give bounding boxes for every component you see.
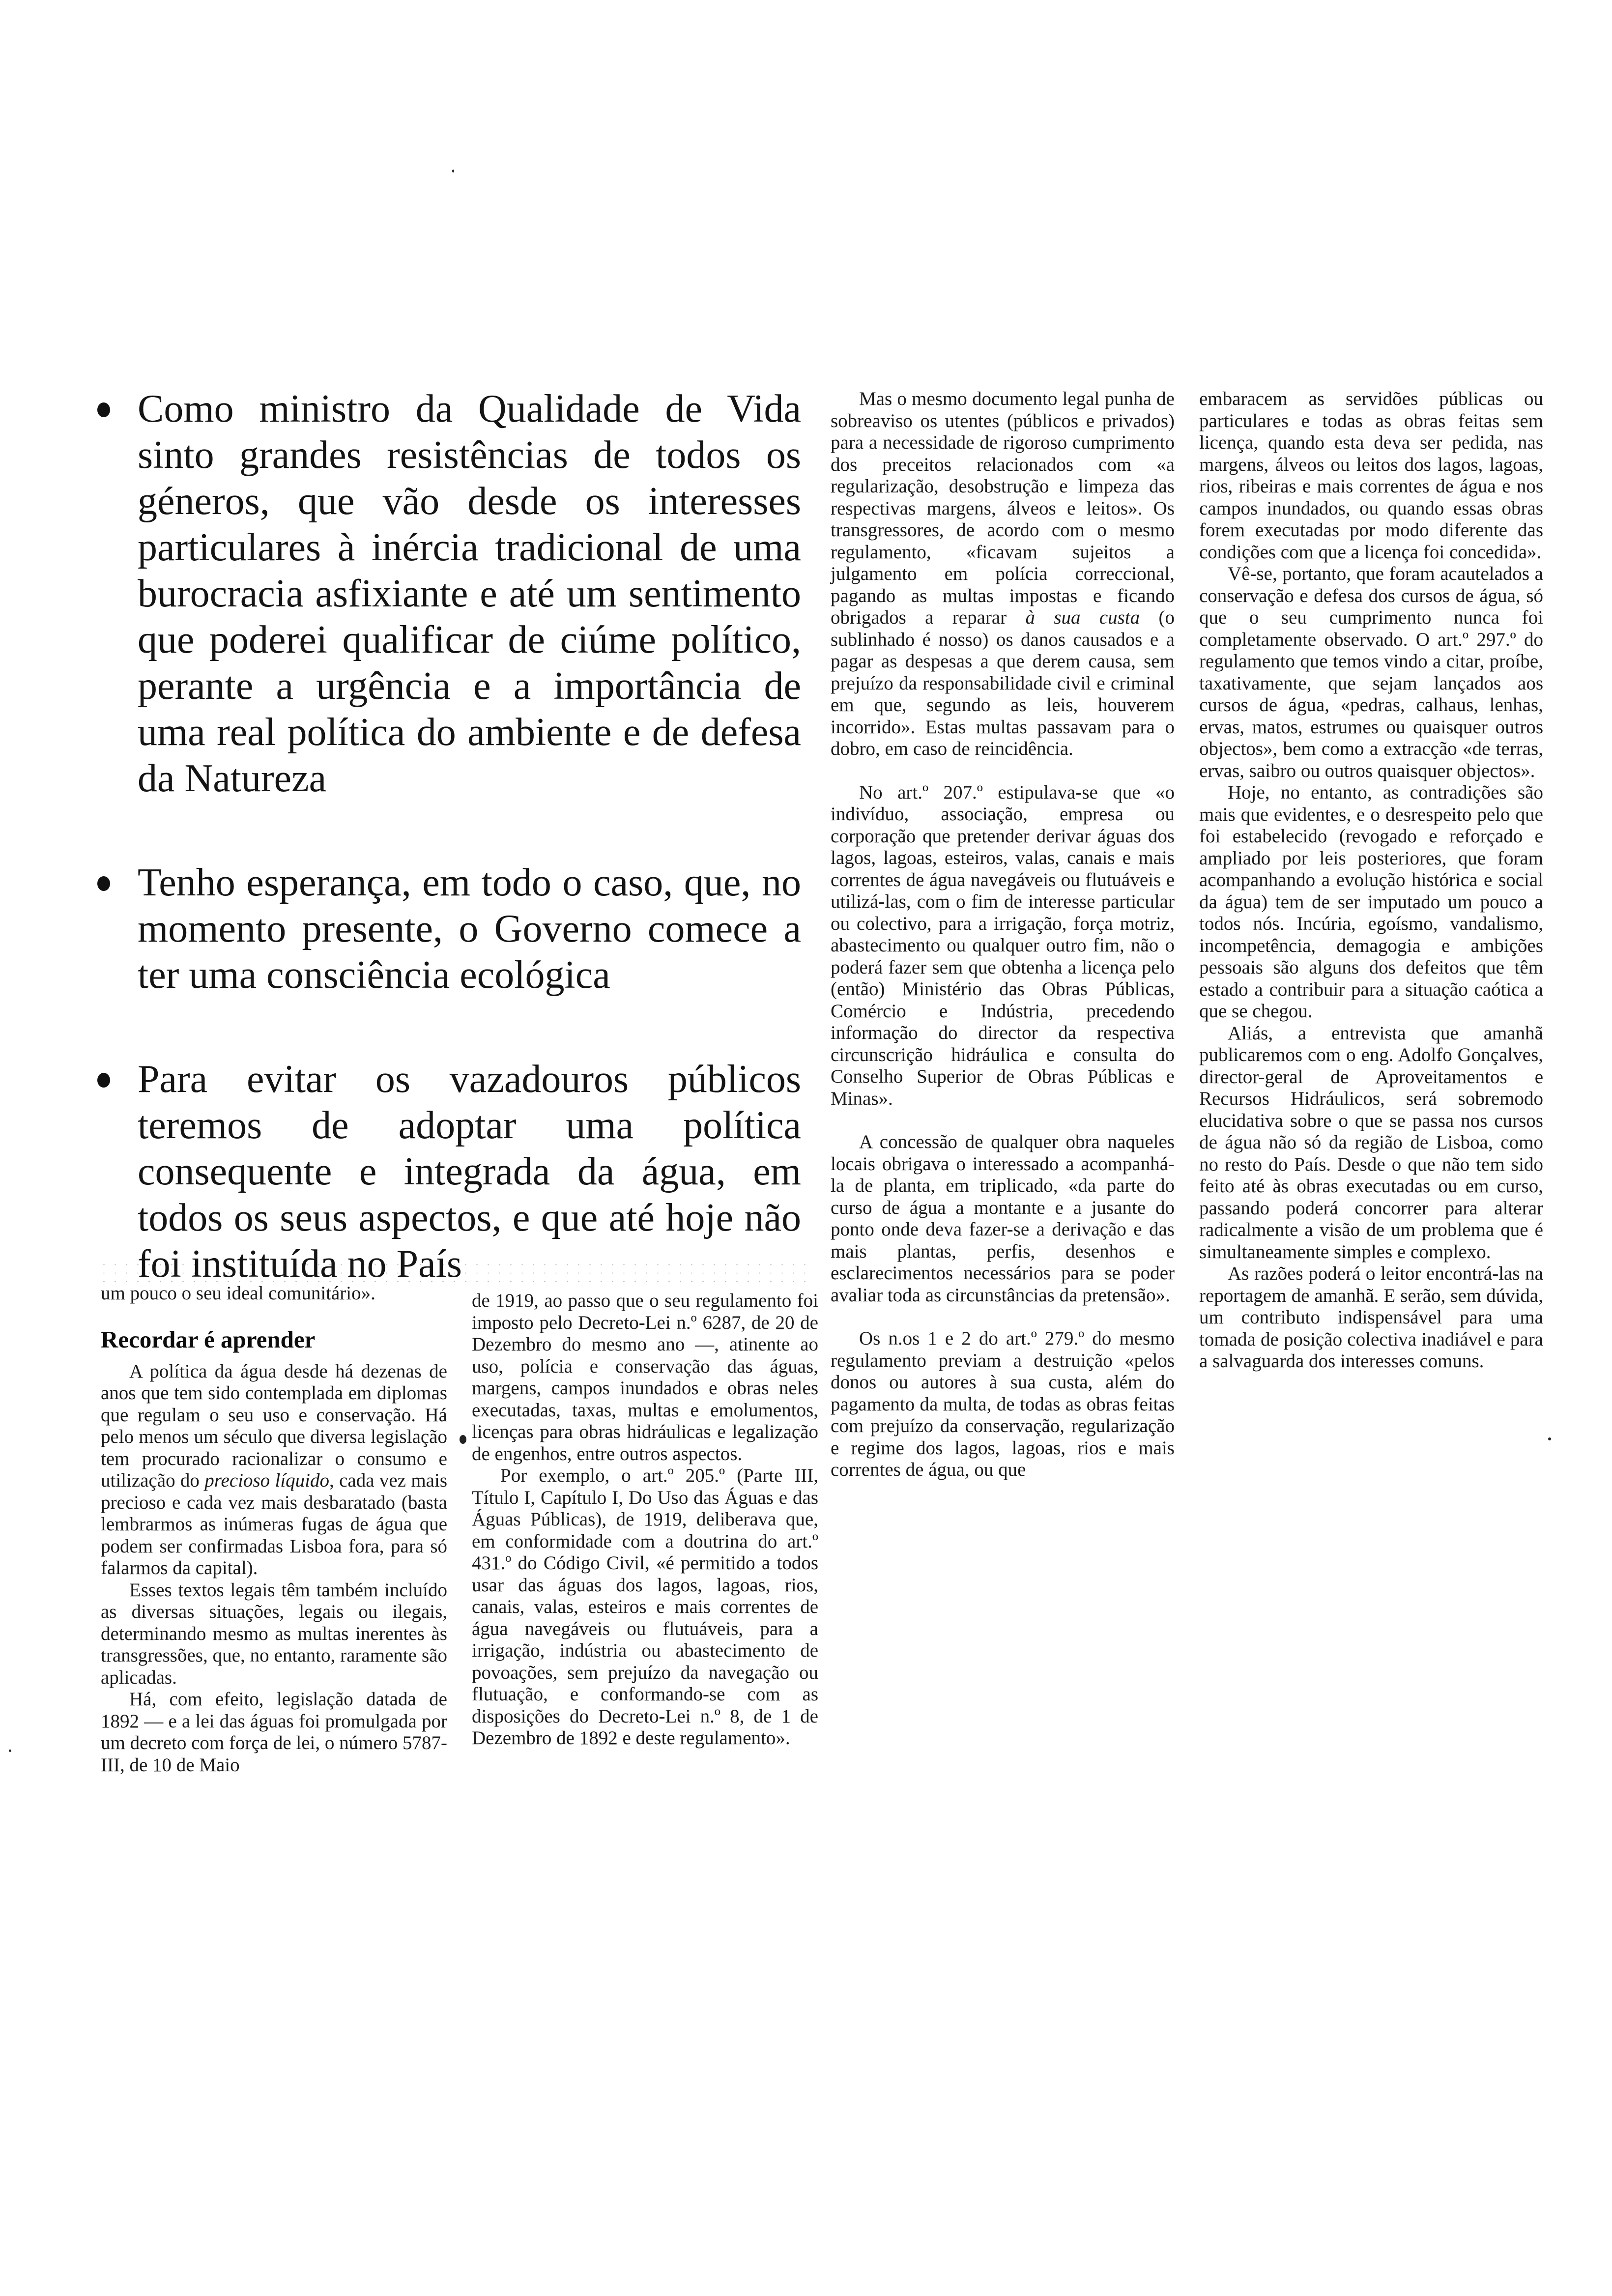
- paragraph: Há, com efeito, legislação datada de 1892 — e a lei das águas foi promulgada por um decreto com força de lei, o número 5787-III, de 10 de Maio: [101, 1689, 447, 1776]
- paragraph: embaracem as servidões públicas ou particulares e todas as obras feitas sem licença, quando esta deva ser pedida, nas margens, álveos ou leitos dos lagos, lagoas, rios, ribeiras e mais correntes de água e nos campos inundados, ou quando essas obras forem executadas por modo diferente das condições com que a licença foi concedida».: [1199, 388, 1543, 563]
- paragraph: Hoje, no entanto, as contradições são mais que evidentes, e o desrespeito pelo que foi estabelecido (revogado e reforçado e ampliado por leis posteriores, que foram acompanhando a evolução histórica e social da água) tem de ser imputado um pouco a todos nós. Incúria, egoísmo, vandalismo, incompetência, demagogia e ambições pessoais são alguns dos defeitos que têm estado a contribuir para a situação caótica a que se chegou.: [1199, 782, 1543, 1022]
- paragraph: Esses textos legais têm também incluído as diversas situações, legais ou ilegais, determinando mesmo as multas inerentes às transgressões, que, no entanto, raramente são aplicadas.: [101, 1579, 447, 1688]
- paragraph: Mas o mesmo documento legal punha de sobreaviso os utentes (públicos e privados) para a necessidade de rigoroso cumprimento dos preceitos relacionados com «a regularização, desobstrução e limpeza das respectivas margens, álveos e leitos». Os transgressores, de acordo com o mesmo regulamento, «ficavam sujeitos a julgamento em polícia correccional, pagando as multas impostas e ficando obrigados a reparar à sua custa (o sublinhado é nosso) os danos causados e a pagar as despesas a que derem causa, sem prejuízo da responsabilidade civil e criminal em que, segundo as leis, houverem incorrido». Estas multas passavam para o dobro, em caso de reincidência.: [831, 388, 1175, 759]
- paragraph: de 1919, ao passo que o seu regulamento foi imposto pelo Decreto-Lei n.º 6287, de 20 de Dezembro do mesmo ano —, atinente ao uso, polícia e conservação das águas, margens, campos inundados e obras neles executadas, taxas, multas e emolumentos, licenças para obras hidráulicas e legalização de engenhos, entre outros aspectos.: [472, 1290, 818, 1464]
- article-column-1: [101, 1283, 447, 1776]
- paragraph: Os n.os 1 e 2 do art.º 279.º do mesmo regulamento previam a destruição «pelos donos ou autores à sua custa, além do pagamento da multa, de todas as obras feitas com prejuízo da conservação, regularização e regime dos lagos, lagoas, rios e mais correntes de água, ou que: [831, 1328, 1175, 1480]
- pull-quote-text: Como ministro da Qualidade de Vida sinto grandes resistências de todos os géneros, que vão desde os interesses particulares à inércia tradicional de uma burocracia asfixiante e até um sentimento que poderei qualificar de ciúme político, perante a urgência e a importância de uma real política do ambiente e de defesa da Natureza: [138, 387, 801, 800]
- scan-speck: [460, 1435, 466, 1444]
- pull-quotes: [93, 386, 801, 1345]
- bullet-icon: [97, 876, 110, 891]
- bullet-icon: [97, 1073, 110, 1088]
- paragraph: Aliás, a entrevista que amanhã publicaremos com o eng. Adolfo Gonçalves, director-geral de Aproveitamentos e Recursos Hidráulicos, será sobremodo elucidativa sobre o que se passa nos cursos de água não só da região de Lisboa, como no resto do País. Desde o que não tem sido feito até às obras executadas ou em curso, passando poderá concorrer para alterar radicalmente a visão de um problema que é simultaneamente simples e complexo.: [1199, 1022, 1543, 1263]
- paragraph: A política da água desde há dezenas de anos que tem sido contemplada em diplomas que regulam o seu uso e conservação. Há pelo menos um século que diversa legislação tem procurado racionalizar o consumo e utilização do precioso líquido, cada vez mais precioso e cada vez mais desbaratado (basta lembrarmos as inúmeras fugas de água que podem ser confirmadas Lisboa fora, para só falarmos da capital).: [101, 1360, 447, 1578]
- paragraph: A concessão de qualquer obra naqueles locais obrigava o interessado a acompanhá-la de planta, em triplicado, «da parte do curso de água a montante e a jusante do ponto onde deva fazer-se a derivação e das mais plantas, perfis, desenhos e esclarecimentos necessários para se poder avaliar toda as circunstâncias da pretensão».: [831, 1131, 1175, 1306]
- article-column-4: [1199, 388, 1543, 1373]
- pull-quote-text: Para evitar os vazadouros públicos teremos de adoptar uma política consequente e integrada da água, em todos os seus aspectos, e que até hoje não foi instituída no País: [138, 1058, 801, 1286]
- section-subheading: Recordar é aprender: [101, 1325, 316, 1353]
- article-column-3: [831, 388, 1175, 1481]
- pull-quote: [93, 386, 801, 802]
- italic-phrase: à sua custa: [1025, 607, 1140, 628]
- article-column-2: [472, 1290, 818, 1750]
- paragraph: Vê-se, portanto, que foram acautelados a conservação e defesa dos cursos de água, só que o seu cumprimento nunca foi completamente observado. O art.º 297.º do regulamento que temos vindo a citar, proíbe, taxativamente, que sejam lançados aos cursos de água, «pedras, calhaus, lenhas, ervas, matos, estrumes ou quaisquer outros objectos», bem como a extracção «de terras, ervas, saibro ou outros quaisquer objectos».: [1199, 563, 1543, 781]
- paragraph: As razões poderá o leitor encontrá-las na reportagem de amanhã. E serão, sem dúvida, um contributo indispensável para uma tomada de posição colectiva inadiável e para a salvaguarda dos interesses comuns.: [1199, 1263, 1543, 1372]
- scan-speck: [1548, 1437, 1551, 1440]
- italic-phrase: precioso líquido: [204, 1470, 329, 1491]
- scan-speck: [452, 170, 454, 172]
- pull-quote-text: Tenho esperança, em todo o caso, que, no momento presente, o Governo comece a ter uma consciência ecológica: [138, 861, 801, 997]
- scan-noise: [98, 1261, 806, 1285]
- bullet-icon: [97, 402, 110, 417]
- pull-quote: [93, 860, 801, 998]
- paragraph: Por exemplo, o art.º 205.º (Parte III, Título I, Capítulo I, Do Uso das Águas e das Águas Públicas), de 1919, deliberava que, em conformidade com a doutrina do art.º 431.º do Código Civil, «é permitido a todos usar das águas dos lagos, lagoas, rios, canais, valas, esteiros e mais correntes de água navegáveis ou flutuáveis, para a irrigação, indústria ou abastecimento de povoações, sem prejuízo da navegação ou flutuação, e conformando-se com as disposições do Decreto-Lei n.º 8, de 1 de Dezembro de 1892 e deste regulamento».: [472, 1465, 818, 1749]
- paragraph: No art.º 207.º estipulava-se que «o indivíduo, associação, empresa ou corporação que pretender derivar águas dos lagos, lagoas, esteiros, valas, canais e mais correntes de água navegáveis ou flutuáveis e utilizá-las, com o fim de interesse particular ou colectivo, para a irrigação, força motriz, abastecimento ou qualquer outro fim, não o poderá fazer sem que obtenha a licença pelo (então) Ministério das Obras Públicas, Comércio e Indústria, precedendo informação do director da respectiva circunscrição hidráulica e consulta do Conselho Superior de Obras Públicas e Minas».: [831, 781, 1175, 1109]
- pull-quote: [93, 1056, 801, 1287]
- paragraph: um pouco o seu ideal comunitário».: [101, 1283, 375, 1304]
- scan-speck: [9, 1750, 11, 1752]
